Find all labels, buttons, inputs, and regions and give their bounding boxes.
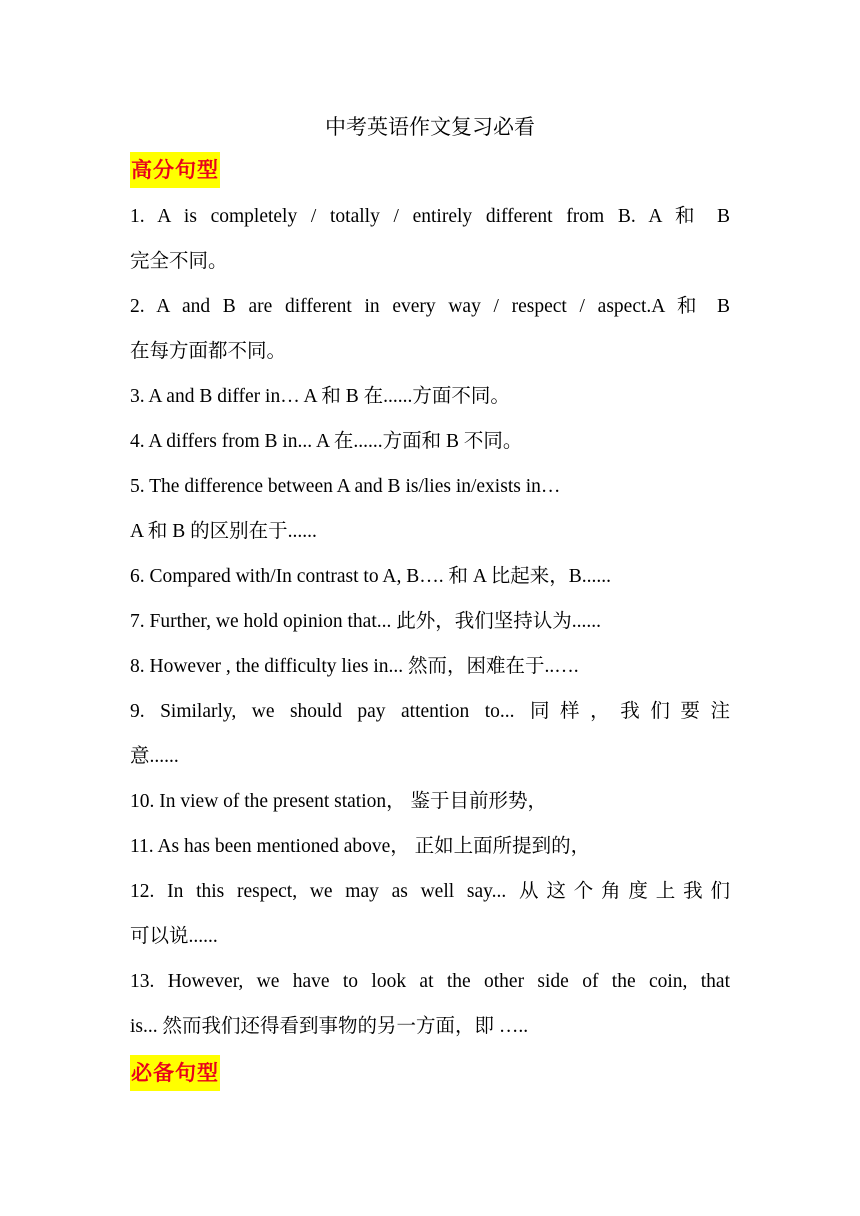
sentence-line: 完全不同。: [130, 251, 228, 272]
sentence-line: 可以说......: [130, 926, 218, 947]
sentence-line: 6. Compared with/In contrast to A, B…. 和 A 比起来，B......: [130, 566, 611, 587]
document-title: 中考英语作文复习必看: [325, 115, 535, 139]
sentence-line: 2. A and B are different in every way / respect / aspect.A 和 B: [130, 296, 730, 317]
sentence-line: 10. In view of the present station， 鉴于目前形势，: [130, 791, 548, 812]
section-heading-essential-sentences: 必备句型: [130, 1055, 220, 1091]
sentence-line: 12. In this respect, we may as well say... 从这个角度上我们: [130, 881, 730, 902]
sentence-line: 意......: [130, 746, 179, 767]
sentence-line: 13. However, we have to look at the other side of the coin, that: [130, 971, 730, 992]
sentence-line: 8. However , the difficulty lies in... 然而，困难在于..….: [130, 656, 579, 677]
sentence-line: 1. A is completely / totally / entirely different from B. A 和 B: [130, 206, 730, 227]
sentence-line: 9. Similarly, we should pay attention to... 同样，我们要注: [130, 701, 730, 722]
sentence-line: is... 然而我们还得看到事物的另一方面，即 …..: [130, 1016, 529, 1037]
sentence-line: 4. A differs from B in... A 在......方面和 B 不同。: [130, 431, 523, 452]
section-heading-high-score-sentences: 高分句型: [130, 152, 220, 188]
sentence-line: 7. Further, we hold opinion that... 此外，我们坚持认为......: [130, 611, 601, 632]
sentence-line: 3. A and B differ in… A 和 B 在......方面不同。: [130, 386, 510, 407]
sentence-line: 在每方面都不同。: [130, 341, 287, 362]
sentence-line: 11. As has been mentioned above， 正如上面所提到的，: [130, 836, 591, 857]
sentence-line: A 和 B 的区别在于......: [130, 521, 317, 542]
sentence-line: 5. The difference between A and B is/lies in/exists in…: [130, 476, 561, 497]
